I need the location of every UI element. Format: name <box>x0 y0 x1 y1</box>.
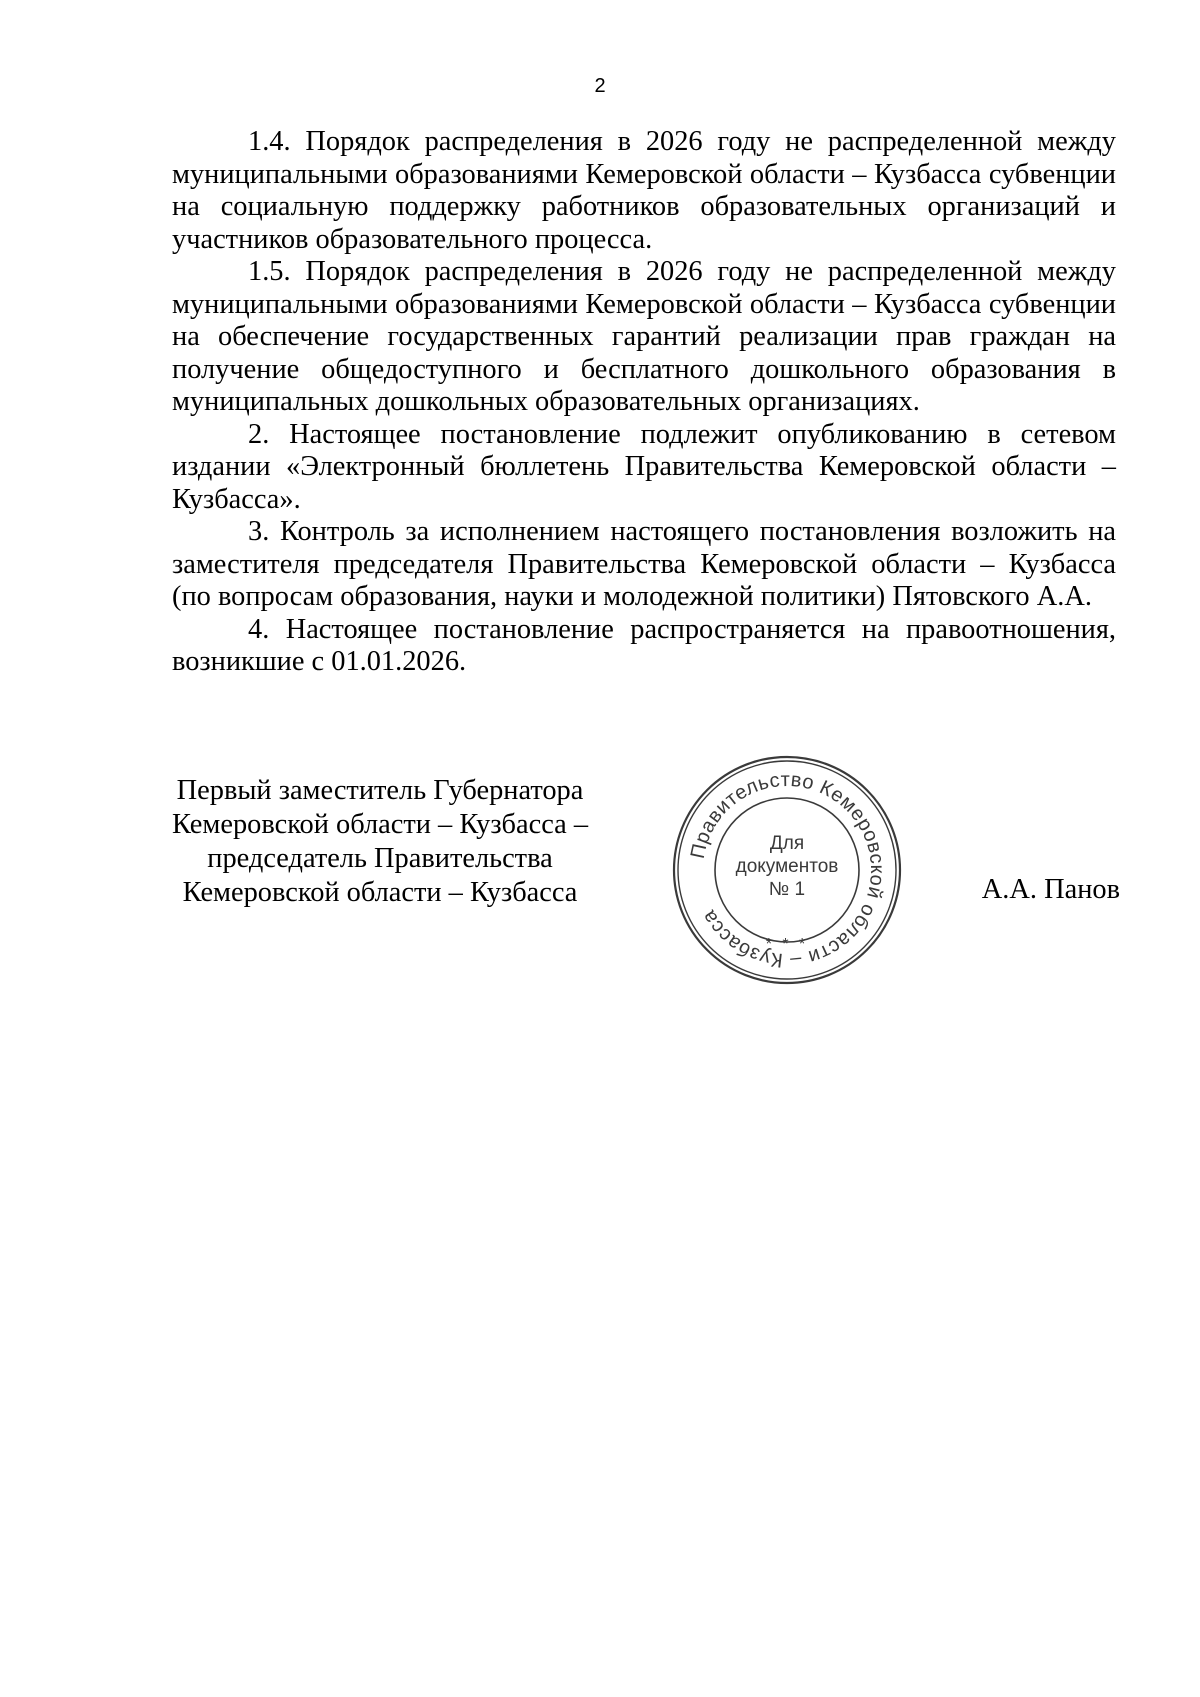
seal-center-line: документов <box>735 856 839 877</box>
paragraph-1-5: 1.5. Порядок распределения в 2026 году не распределенной между муниципальными образованиями Кемеровской области – Кузбасса субвенции на обеспечение государственных гарантий реализации прав граждан на получение общедоступного и бесплатного дошкольного образования в муниципальных дошкольных образовательных организациях. <box>172 256 1116 417</box>
signatory-title-line: председатель Правительства <box>207 843 553 874</box>
signatory-name: А.А. Панов <box>981 874 1120 905</box>
paragraph-2: 2. Настоящее постановление подлежит опубликованию в сетевом издании «Электронный бюллетень Правительства Кемеровской области – Кузбасса». <box>172 418 1116 515</box>
paragraph-1-4: 1.4. Порядок распределения в 2026 году не распределенной между муниципальными образованиями Кемеровской области – Кузбасса субвенции на социальную поддержку работников образовательных организаций и участников образовательного процесса. <box>172 126 1116 255</box>
signatory-title <box>150 774 610 910</box>
paragraph-3: 3. Контроль за исполнением настоящего постановления возложить на заместителя председателя Правительства Кемеровской области – Кузбасса (по вопросам образования, науки и молодежной политики) Пятовского А.А. <box>172 516 1116 612</box>
seal-stars: * * * <box>765 936 809 953</box>
page-number: 2 <box>594 75 606 97</box>
signatory-title-line: Первый заместитель Губернатора <box>176 775 584 806</box>
document-body <box>172 126 1116 679</box>
official-seal <box>667 750 907 990</box>
signatory-title-line: Кемеровской области – Кузбасса <box>182 877 578 908</box>
seal-center-line: Для <box>769 833 805 854</box>
seal-center-line: № 1 <box>768 879 806 900</box>
signatory-title-line: Кемеровской области – Кузбасса – <box>171 809 589 840</box>
paragraph-4: 4. Настоящее постановление распространяется на правоотношения, возникшие с 01.01.2026. <box>172 613 1116 677</box>
seal-center-text <box>667 832 907 901</box>
seal-ring-text: Правительство Кемеровской области – Кузбасса <box>686 768 889 972</box>
